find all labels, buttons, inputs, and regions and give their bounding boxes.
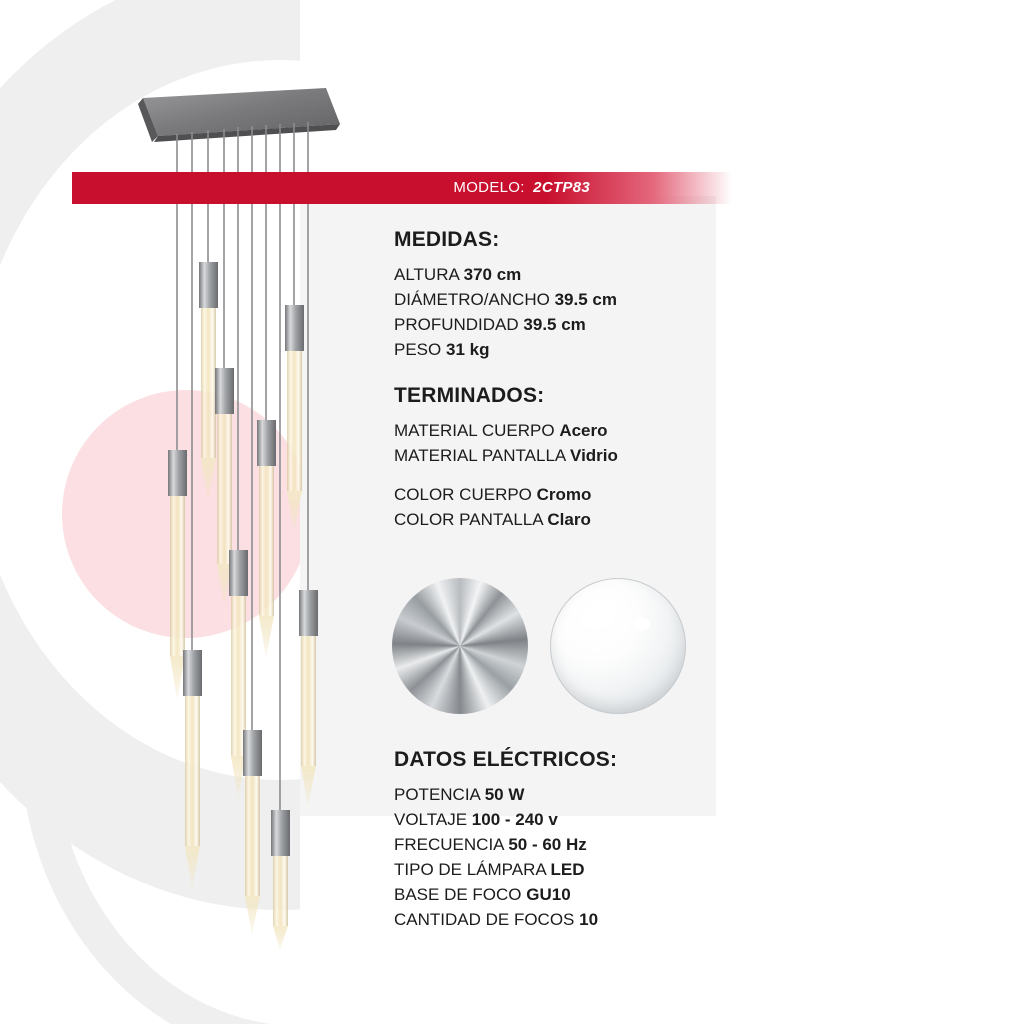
spec-value-color-cuerpo: Cromo <box>536 485 592 504</box>
spec-value-frecuencia: 50 - 60 Hz <box>508 835 587 854</box>
model-label: MODELO: <box>453 179 525 196</box>
spec-label-material-cuerpo: MATERIAL CUERPO <box>394 421 555 440</box>
spec-label-base-foco: BASE DE FOCO <box>394 885 522 904</box>
clear-glass-swatch <box>550 578 686 714</box>
spec-label-frecuencia: FRECUENCIA <box>394 835 504 854</box>
spec-row-material-pantalla <box>394 443 814 468</box>
spec-row-altura <box>394 262 814 287</box>
spec-label-peso: PESO <box>394 340 442 359</box>
spec-value-cantidad-focos: 10 <box>579 910 599 929</box>
spec-value-tipo-lampara: LED <box>550 860 585 879</box>
spec-value-base-foco: GU10 <box>526 885 571 904</box>
spec-label-altura: ALTURA <box>394 265 459 284</box>
electrical-panel <box>394 748 814 932</box>
spec-value-material-cuerpo: Acero <box>559 421 608 440</box>
spec-row-tipo-lampara <box>394 857 814 882</box>
spec-label-tipo-lampara: TIPO DE LÁMPARA <box>394 860 546 879</box>
glass-swatch-ring <box>550 578 686 714</box>
spec-row-voltaje <box>394 807 814 832</box>
spec-value-peso: 31 kg <box>445 340 490 359</box>
spec-label-material-pantalla: MATERIAL PANTALLA <box>394 446 566 465</box>
spec-row-color-cuerpo <box>394 482 814 507</box>
electricos-title: DATOS ELÉCTRICOS: <box>394 748 618 771</box>
spec-label-color-pantalla: COLOR PANTALLA <box>394 510 543 529</box>
spec-value-diametro: 39.5 cm <box>554 290 617 309</box>
spec-row-profundidad <box>394 312 814 337</box>
medidas-title: MEDIDAS: <box>394 228 500 251</box>
model-banner <box>72 172 732 204</box>
spec-row-color-pantalla <box>394 507 814 532</box>
model-value: 2CTP83 <box>533 179 590 196</box>
spec-row-potencia <box>394 782 814 807</box>
chrome-swatch <box>392 578 528 714</box>
spec-row-material-cuerpo <box>394 418 814 443</box>
spec-row-frecuencia <box>394 832 814 857</box>
spec-label-cantidad-focos: CANTIDAD DE FOCOS <box>394 910 575 929</box>
spec-label-potencia: POTENCIA <box>394 785 480 804</box>
specifications-panel <box>394 228 814 532</box>
spec-value-altura: 370 cm <box>463 265 522 284</box>
spec-value-material-pantalla: Vidrio <box>570 446 618 465</box>
glass-highlight-small-icon <box>634 618 650 630</box>
spec-row-peso <box>394 337 814 362</box>
spec-value-voltaje: 100 - 240 v <box>471 810 558 829</box>
spec-label-diametro: DIÁMETRO/ANCHO <box>394 290 550 309</box>
spec-value-color-pantalla: Claro <box>547 510 591 529</box>
spec-label-color-cuerpo: COLOR CUERPO <box>394 485 532 504</box>
spec-label-profundidad: PROFUNDIDAD <box>394 315 519 334</box>
spec-row-base-foco <box>394 882 814 907</box>
spec-value-potencia: 50 W <box>484 785 525 804</box>
spec-value-profundidad: 39.5 cm <box>523 315 586 334</box>
model-banner-text <box>453 172 590 204</box>
spec-row-diametro <box>394 287 814 312</box>
color-swatches <box>392 578 686 714</box>
terminados-title: TERMINADOS: <box>394 384 545 407</box>
spec-row-cantidad-focos <box>394 907 814 932</box>
spec-label-voltaje: VOLTAJE <box>394 810 468 829</box>
